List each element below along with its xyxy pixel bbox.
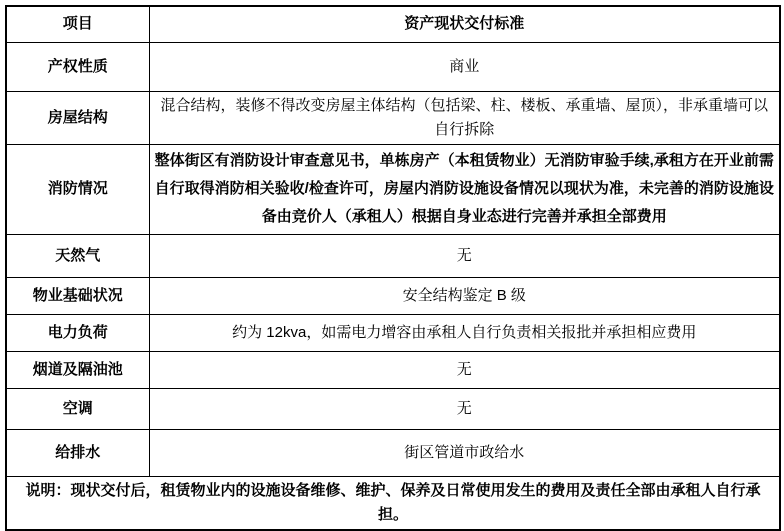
table-row — [6, 42, 780, 91]
table-row — [6, 91, 780, 144]
table-row — [6, 277, 780, 314]
table-row — [6, 314, 780, 351]
table-row — [6, 144, 780, 234]
header-standard: 资产现状交付标准 — [149, 6, 780, 42]
row-value-building-structure: 混合结构，装修不得改变房屋主体结构（包括梁、柱、楼板、承重墙、屋顶），非承重墙可以自行拆除 — [149, 91, 780, 144]
row-value-air-conditioning: 无 — [149, 388, 780, 429]
row-label-natural-gas: 天然气 — [6, 234, 149, 277]
table-header-row — [6, 6, 780, 42]
row-value-property-nature: 商业 — [149, 42, 780, 91]
row-label-power-load: 电力负荷 — [6, 314, 149, 351]
row-value-fire-safety: 整体街区有消防设计审查意见书，单栋房产（本租赁物业）无消防审验手续,承租方在开业前需自行取得消防相关验收/检查许可，房屋内消防设施设备情况以现状为准，未完善的消防设施设备由竞价人（承租人）根据自身业态进行完善并承担全部费用 — [149, 144, 780, 234]
row-value-power-load: 约为 12kva，如需电力增容由承租人自行负责相关报批并承担相应费用 — [149, 314, 780, 351]
row-label-water-supply-drainage: 给排水 — [6, 429, 149, 476]
row-label-fire-safety: 消防情况 — [6, 144, 149, 234]
row-label-flue-grease-trap: 烟道及隔油池 — [6, 351, 149, 388]
row-value-flue-grease-trap: 无 — [149, 351, 780, 388]
table-row — [6, 234, 780, 277]
row-value-natural-gas: 无 — [149, 234, 780, 277]
row-label-property-basic-condition: 物业基础状况 — [6, 277, 149, 314]
table-footer-row — [6, 476, 780, 530]
row-value-property-basic-condition: 安全结构鉴定 B 级 — [149, 277, 780, 314]
footer-note: 说明：现状交付后，租赁物业内的设施设备维修、维护、保养及日常使用发生的费用及责任全部由承租人自行承担。 — [6, 476, 780, 530]
asset-delivery-standards-table — [5, 5, 781, 531]
header-item: 项目 — [6, 6, 149, 42]
row-label-property-nature: 产权性质 — [6, 42, 149, 91]
table-row — [6, 351, 780, 388]
row-label-building-structure: 房屋结构 — [6, 91, 149, 144]
table-row — [6, 429, 780, 476]
row-label-air-conditioning: 空调 — [6, 388, 149, 429]
row-value-water-supply-drainage: 街区管道市政给水 — [149, 429, 780, 476]
table-row — [6, 388, 780, 429]
